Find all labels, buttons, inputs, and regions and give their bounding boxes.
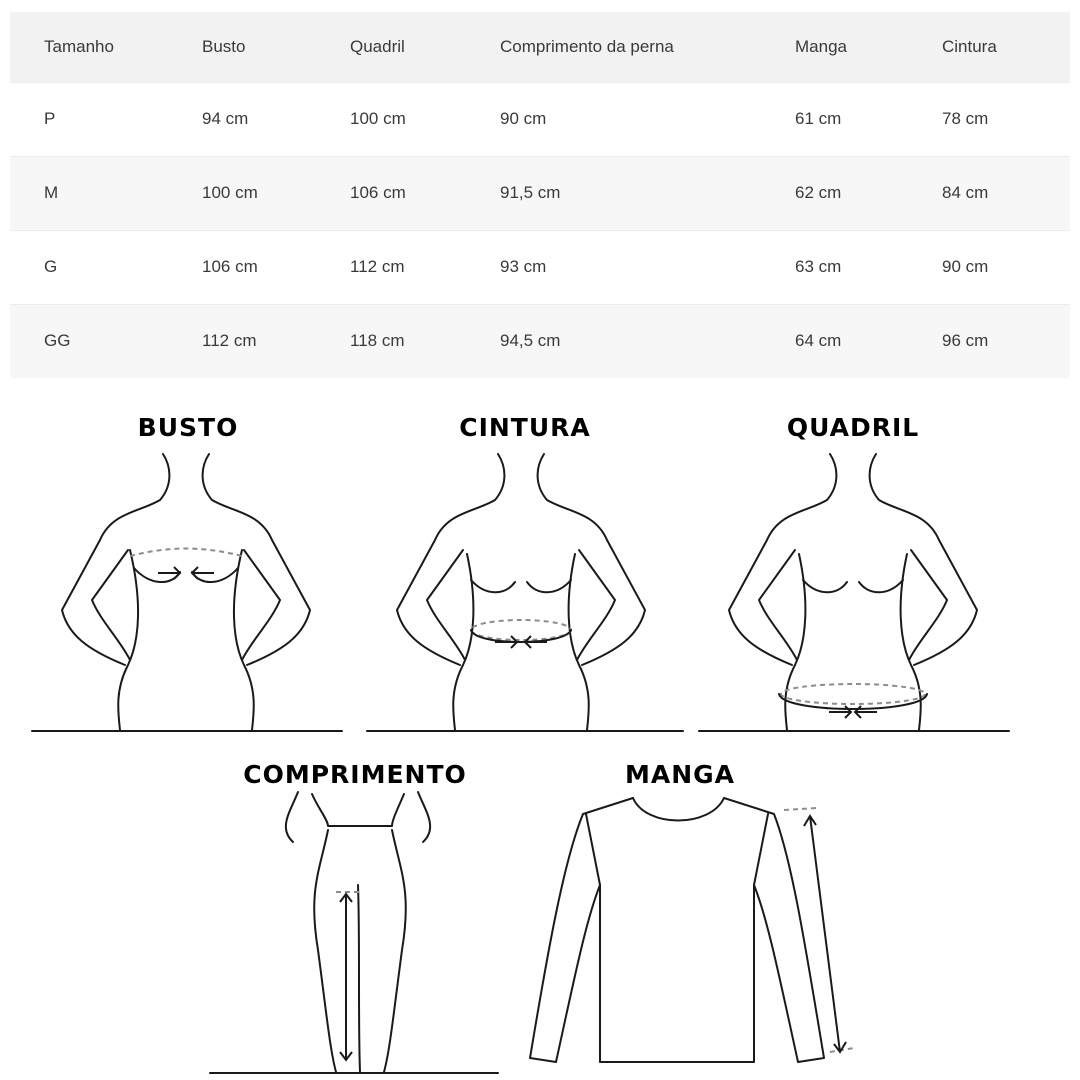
quadril-figure bbox=[697, 450, 1017, 740]
cell-size: GG bbox=[44, 331, 71, 351]
cell-comprimento: 91,5 cm bbox=[500, 183, 561, 202]
cell-manga: 62 cm bbox=[795, 183, 842, 202]
cell-size: G bbox=[44, 257, 58, 276]
cell-quadril: 100 cm bbox=[350, 109, 406, 128]
table-row bbox=[10, 304, 1070, 378]
header-manga: Manga bbox=[795, 36, 847, 56]
table-row bbox=[10, 82, 1070, 156]
cell-manga: 64 cm bbox=[795, 331, 842, 351]
busto-figure bbox=[30, 450, 350, 740]
size-table bbox=[10, 12, 1070, 378]
cell-size: M bbox=[44, 183, 59, 202]
busto-title: BUSTO bbox=[137, 413, 239, 442]
table-row bbox=[10, 230, 1070, 304]
cell-busto: 94 cm bbox=[202, 109, 249, 128]
manga-figure bbox=[528, 790, 858, 1080]
comprimento-title: COMPRIMENTO bbox=[243, 760, 467, 789]
cell-comprimento: 93 cm bbox=[500, 257, 547, 276]
cintura-title: CINTURA bbox=[459, 413, 591, 442]
cell-comprimento: 90 cm bbox=[500, 109, 547, 128]
header-busto: Busto bbox=[202, 36, 246, 56]
cell-cintura: 78 cm bbox=[942, 109, 989, 128]
cell-busto: 106 cm bbox=[202, 257, 258, 276]
cell-quadril: 112 cm bbox=[350, 257, 405, 276]
comprimento-figure bbox=[208, 790, 508, 1080]
header-comprimento: Comprimento da perna bbox=[500, 36, 674, 56]
cell-cintura: 96 cm bbox=[942, 331, 989, 351]
table-header-row bbox=[10, 12, 1070, 82]
cell-comprimento: 94,5 cm bbox=[500, 331, 561, 351]
quadril-title: QUADRIL bbox=[786, 413, 920, 442]
header-tamanho: Tamanho bbox=[44, 36, 114, 56]
cell-quadril: 106 cm bbox=[350, 183, 406, 202]
cintura-figure bbox=[365, 450, 685, 740]
cell-busto: 112 cm bbox=[202, 331, 257, 351]
cell-size: P bbox=[44, 109, 56, 128]
cell-cintura: 90 cm bbox=[942, 257, 989, 276]
cell-manga: 63 cm bbox=[795, 257, 842, 276]
cell-quadril: 118 cm bbox=[350, 331, 405, 351]
header-quadril: Quadril bbox=[350, 36, 405, 56]
table-row bbox=[10, 156, 1070, 230]
cell-cintura: 84 cm bbox=[942, 183, 989, 202]
cell-busto: 100 cm bbox=[202, 183, 258, 202]
cell-manga: 61 cm bbox=[795, 109, 842, 128]
header-cintura: Cintura bbox=[942, 36, 997, 56]
manga-title: MANGA bbox=[624, 760, 736, 789]
